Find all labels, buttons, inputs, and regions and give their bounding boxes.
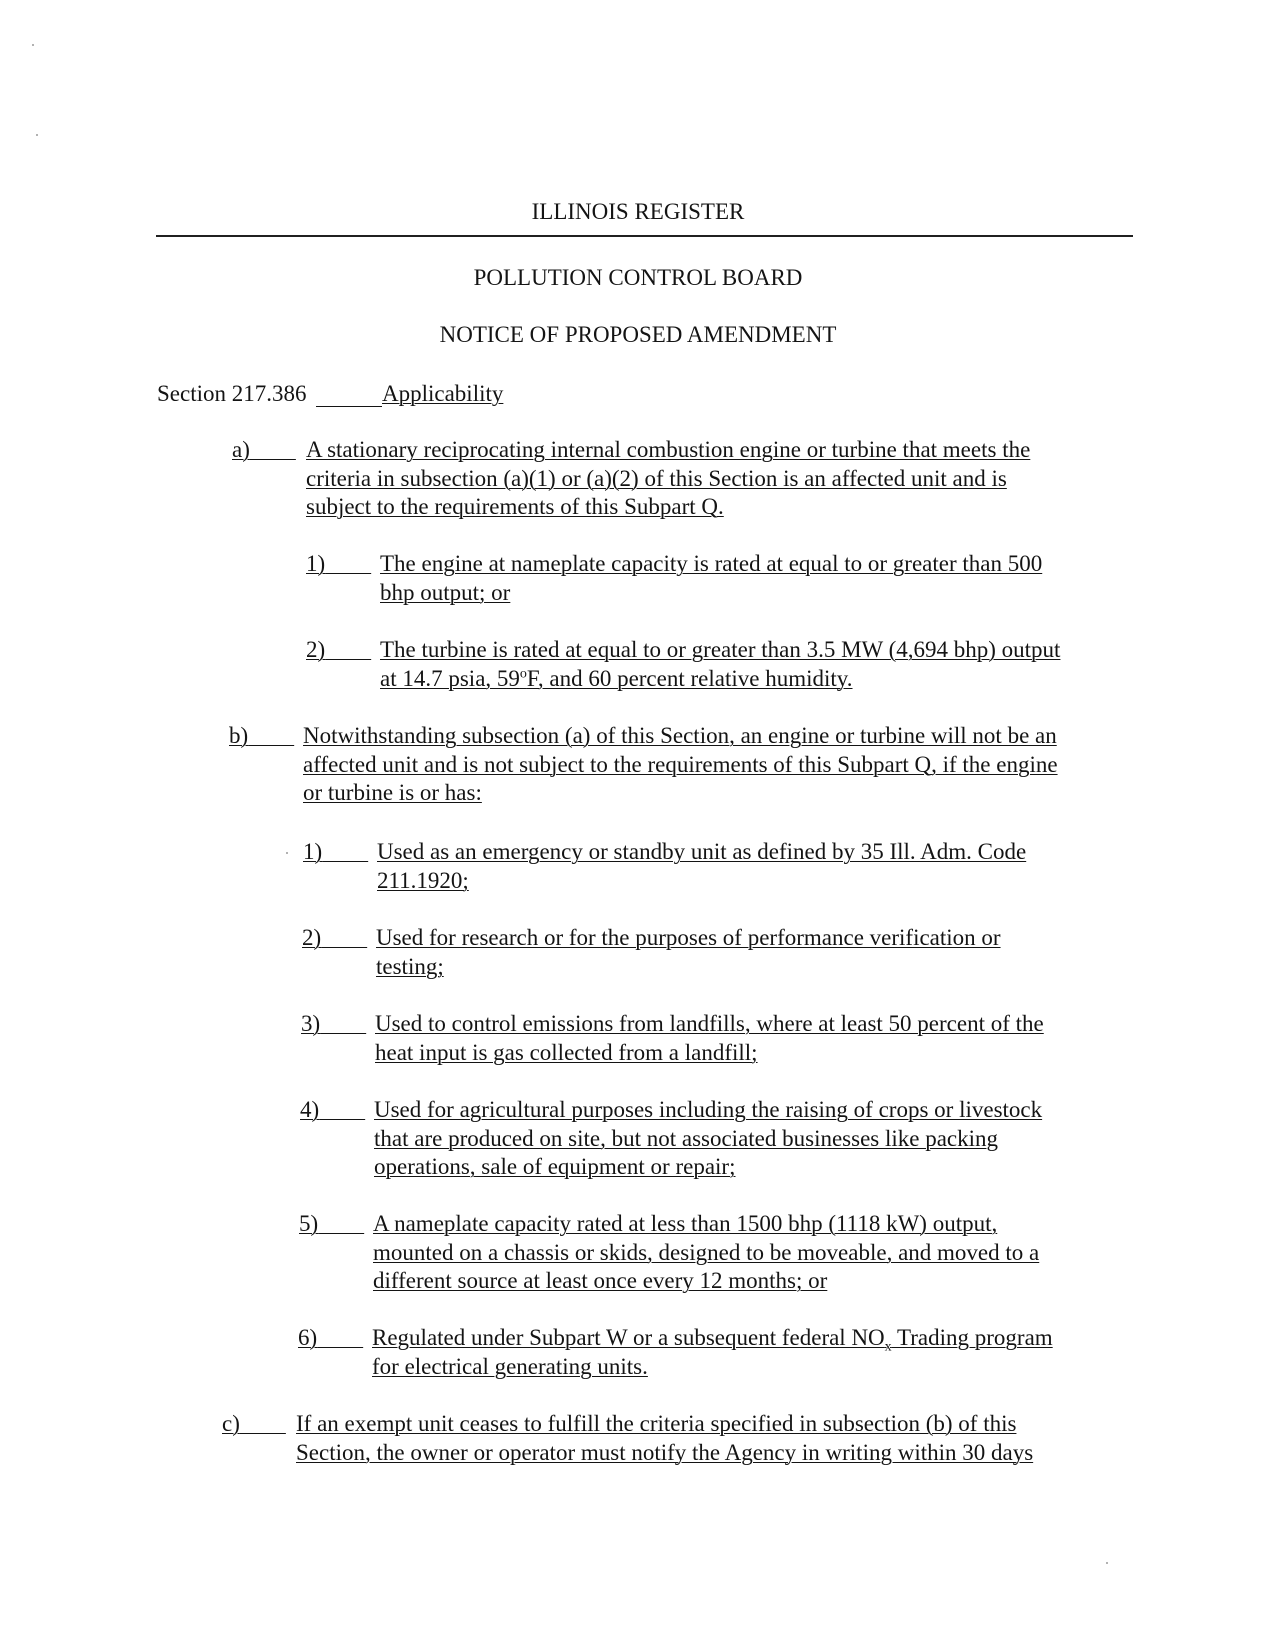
subsection-a-label: a) (232, 437, 250, 462)
subsection-b-item-3-text: Used to control emissions from landfills, where at least 50 percent of the heat input is gas collected from a landfill; (375, 1011, 1044, 1065)
subsection-b-item-2 (0, 924, 1276, 984)
subsection-a-item-1-label: 1) (306, 551, 326, 576)
subsection-b (0, 722, 1276, 812)
subsection-b-item-1-text: Used as an emergency or standby unit as defined by 35 Ill. Adm. Code 211.1920; (377, 839, 1027, 893)
section-title: Applicability (382, 381, 504, 406)
scan-speck (32, 44, 34, 46)
subsection-b-item-3-label: 3) (301, 1011, 321, 1036)
subsection-b-text: Notwithstanding subsection (a) of this Section, an engine or turbine will not be an affected unit and is not subject to the requirements of this Subpart Q, if the engine or turbine is or has: (303, 723, 1058, 805)
subsection-a (0, 436, 1276, 526)
subsection-c-label: c) (222, 1411, 240, 1436)
subsection-b-item-2-text: Used for research or for the purposes of performance verification or testing; (376, 925, 1001, 979)
subsection-b-item-4 (0, 1096, 1276, 1184)
register-title: ILLINOIS REGISTER (531, 199, 745, 224)
subsection-b-item-2-label: 2) (302, 925, 322, 950)
subsection-a-item-1 (0, 550, 1276, 610)
subsection-b-item-6 (0, 1324, 1276, 1384)
subsection-b-item-4-text: Used for agricultural purposes including the raising of crops or livestock that are produced on site, but not associated businesses like packing operations, sale of equipment or repair; (374, 1097, 1043, 1179)
subsection-a-item-2 (0, 636, 1276, 696)
subsection-b-item-4-label: 4) (300, 1097, 320, 1122)
scan-speck (36, 134, 38, 136)
section-title-leader (316, 406, 382, 407)
subsection-b-item-5 (0, 1210, 1276, 1298)
subsection-b-item-6-text: Regulated under Subpart W or a subsequent federal $NO_x$ Trading program for electrical generating units. (372, 1325, 1053, 1379)
subsection-c-text: If an exempt unit ceases to fulfill the criteria specified in subsection (b) of this Section, the owner or operator must notify the Agency in writing within 30 days (296, 1411, 1034, 1465)
scan-speck (1106, 1562, 1108, 1564)
subsection-a-item-2-text: The turbine is rated at equal to or greater than 3.5 MW (4,694 bhp) output at 14.7 psia, 59$^o$F, and 60 percent relative humidity. (380, 637, 1061, 691)
section-number: Section 217.386 (157, 381, 307, 406)
subsection-b-item-6-label: 6) (298, 1325, 318, 1350)
notice-title: NOTICE OF PROPOSED AMENDMENT (439, 322, 837, 347)
subsection-a-text: A stationary reciprocating internal combustion engine or turbine that meets the criteria in subsection (a)(1) or (a)(2) of this Section is an affected unit and is subject to the requirements of this Subpart Q. (306, 437, 1031, 519)
board-title: POLLUTION CONTROL BOARD (473, 265, 803, 290)
subsection-b-item-1 (0, 838, 1276, 898)
subsection-a-item-2-label: 2) (306, 637, 326, 662)
subsection-b-item-1-label: 1) (303, 839, 323, 864)
scan-speck (286, 852, 288, 854)
subsection-c (0, 1410, 1276, 1470)
subsection-b-label: b) (229, 723, 249, 748)
subsection-b-item-3 (0, 1010, 1276, 1070)
subsection-a-item-1-text: The engine at nameplate capacity is rated at equal to or greater than 500 bhp output; or (380, 551, 1043, 605)
header-rule (156, 235, 1133, 237)
subsection-b-item-5-text: A nameplate capacity rated at less than 1500 bhp (1118 kW) output, mounted on a chassis or skids, designed to be moveable, and moved to a different source at least once every 12 months; or (373, 1211, 1040, 1293)
subsection-b-item-5-label: 5) (299, 1211, 319, 1236)
